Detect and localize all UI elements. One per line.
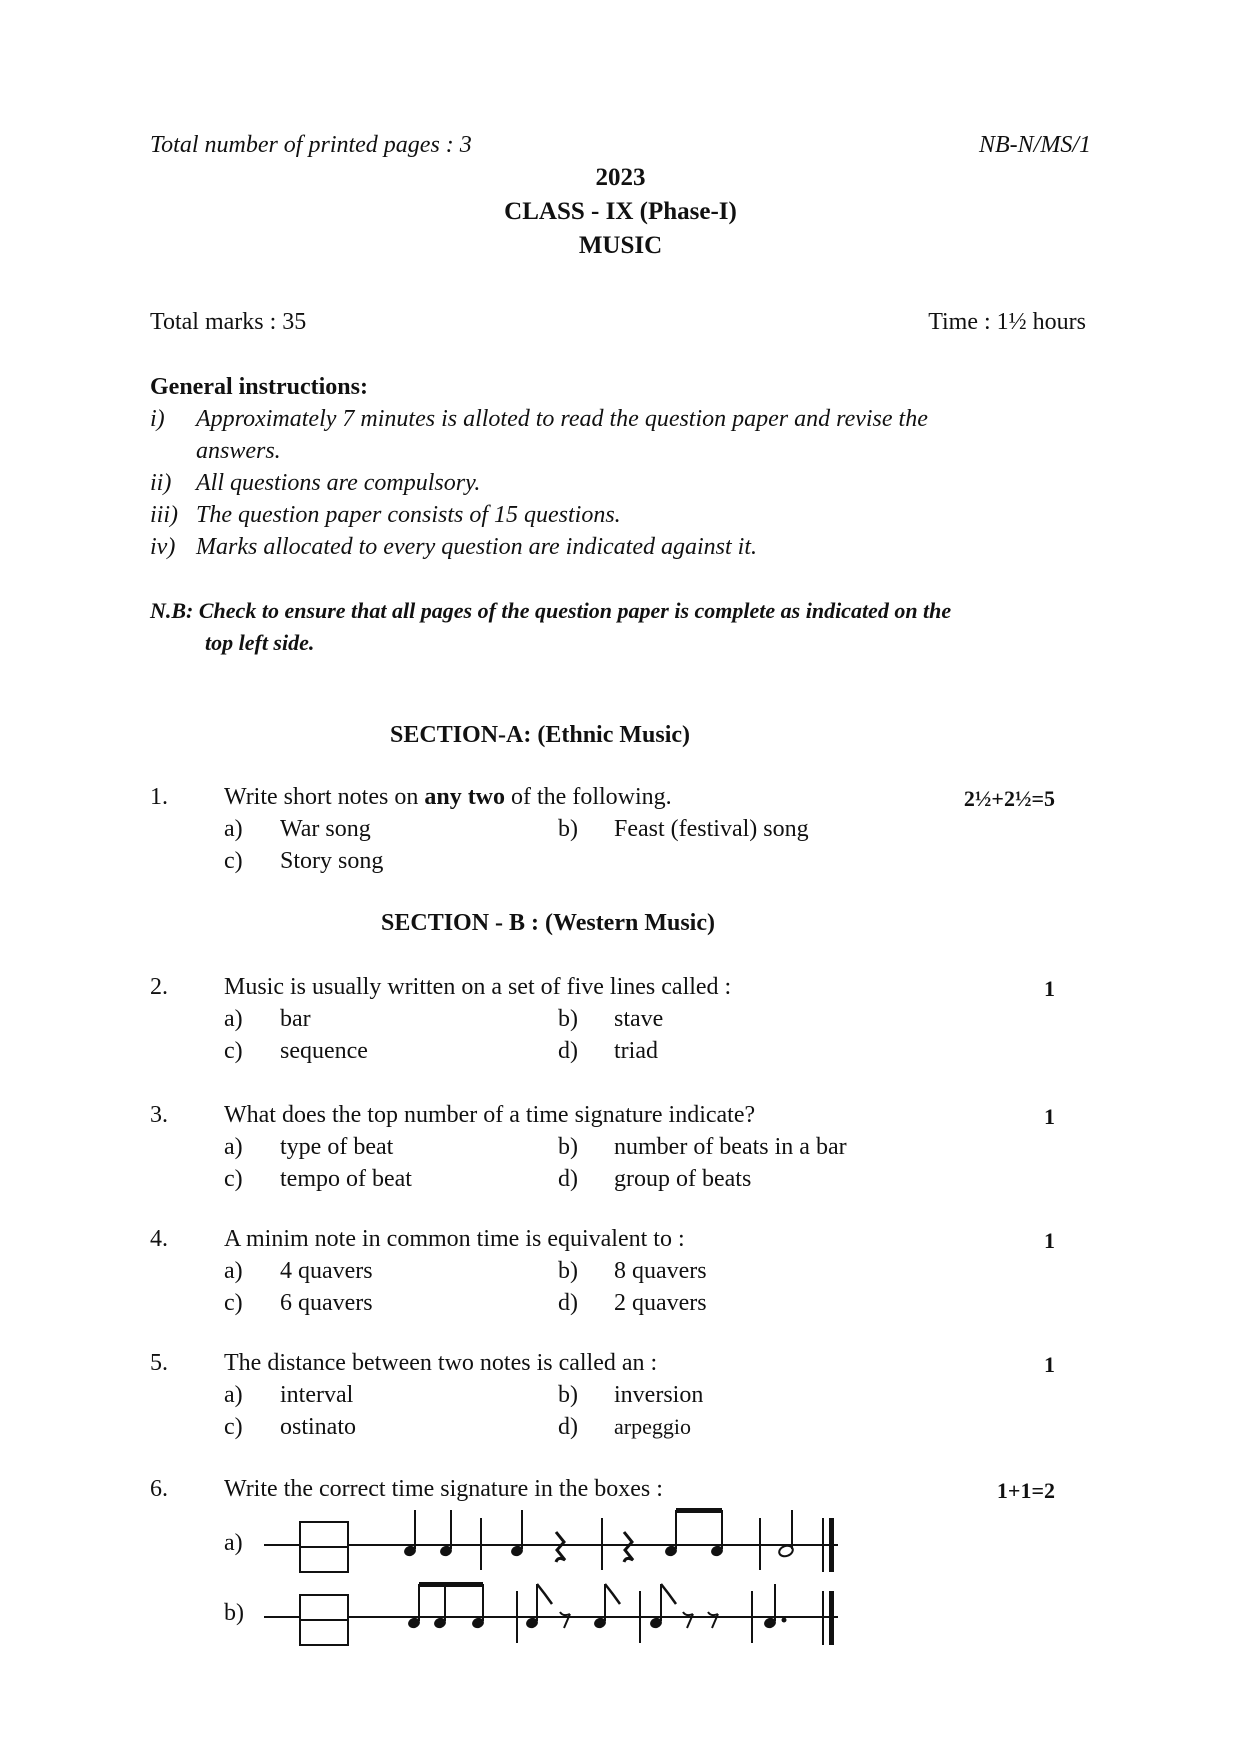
nb-note-line1: N.B: Check to ensure that all pages of the question paper is complete as indicated on the (150, 598, 952, 623)
question-text-bold: any two (424, 784, 506, 810)
exam-time: Time : 1½ hours (928, 309, 1086, 335)
option-label: b) (558, 1134, 578, 1160)
instructions-heading: General instructions: (150, 374, 368, 400)
question-marks: 1 (1044, 976, 1055, 1001)
option-text: 2 quavers (614, 1290, 707, 1316)
question-number: 3. (150, 1102, 168, 1128)
question-number: 5. (150, 1350, 168, 1376)
instruction-num: ii) (150, 470, 172, 496)
option-text: group of beats (614, 1166, 752, 1192)
option-label: d) (558, 1166, 578, 1192)
option-text: number of beats in a bar (614, 1134, 847, 1160)
instruction-text: All questions are compulsory. (196, 470, 481, 496)
option-text: stave (614, 1006, 664, 1032)
question-text: The distance between two notes is called an : (224, 1350, 658, 1376)
section-a-title: SECTION-A: (Ethnic Music) (390, 722, 691, 748)
option-text: ostinato (280, 1414, 356, 1440)
option-text: type of beat (280, 1134, 394, 1160)
question-marks: 2½+2½=5 (963, 786, 1055, 811)
option-label: c) (224, 848, 243, 874)
exam-class: CLASS - IX (Phase-I) (504, 198, 737, 225)
paper-code: NB-N/MS/1 (979, 132, 1091, 158)
option-text: inversion (614, 1382, 704, 1408)
nb-note-line2: top left side. (205, 630, 315, 655)
question-text: Write the correct time signature in the boxes : (224, 1476, 663, 1502)
question-number: 4. (150, 1226, 168, 1252)
option-text: 6 quavers (280, 1290, 373, 1316)
quaver-rest (560, 1612, 570, 1628)
option-text: bar (280, 1006, 311, 1032)
question-text: What does the top number of a time signature indicate? (224, 1102, 756, 1128)
question-text: A minim note in common time is equivalent to : (224, 1226, 685, 1252)
instruction-text: Approximately 7 minutes is alloted to read the question paper and revise the (196, 406, 928, 432)
total-marks: Total marks : 35 (150, 309, 307, 335)
option-label: c) (224, 1038, 243, 1064)
part-label: b) (224, 1600, 244, 1626)
option-text: Feast (festival) song (614, 816, 809, 842)
quaver-rest (708, 1612, 718, 1628)
question-number: 2. (150, 974, 168, 1000)
question-text-pre: Write short notes on (224, 784, 425, 810)
option-label: c) (224, 1166, 243, 1192)
option-text: tempo of beat (280, 1166, 412, 1192)
question-text: Music is usually written on a set of five lines called : (224, 974, 732, 1000)
instruction-text: Marks allocated to every question are indicated against it. (196, 534, 757, 560)
option-text: arpeggio (614, 1414, 691, 1439)
option-label: b) (558, 1382, 578, 1408)
option-text: Story song (280, 848, 384, 874)
instruction-num: iii) (150, 502, 178, 528)
option-label: b) (558, 1258, 578, 1284)
part-label: a) (224, 1530, 243, 1556)
question-marks: 1 (1044, 1352, 1055, 1377)
option-label: d) (558, 1414, 578, 1440)
instruction-num: i) (150, 406, 165, 432)
question-marks: 1 (1044, 1104, 1055, 1129)
option-label: d) (558, 1290, 578, 1316)
option-label: d) (558, 1038, 578, 1064)
quaver-rest (683, 1612, 693, 1628)
question-marks: 1 (1044, 1228, 1055, 1253)
instruction-num: iv) (150, 534, 176, 560)
option-text: 4 quavers (280, 1258, 373, 1284)
question-marks: 1+1=2 (996, 1478, 1055, 1503)
instruction-text: The question paper consists of 15 questions. (196, 502, 621, 528)
option-label: b) (558, 1006, 578, 1032)
exam-year: 2023 (595, 164, 646, 191)
exam-subject: MUSIC (578, 232, 663, 259)
option-label: a) (224, 1134, 243, 1160)
instruction-text-cont: answers. (196, 438, 281, 464)
option-label: a) (224, 1258, 243, 1284)
question-text-post: of the following. (505, 784, 672, 810)
option-text: 8 quavers (614, 1258, 707, 1284)
option-label: a) (224, 1382, 243, 1408)
question-number: 6. (150, 1476, 168, 1502)
section-b-title: SECTION - B : (Western Music) (381, 910, 715, 936)
option-text: triad (614, 1038, 658, 1064)
option-text: War song (280, 816, 371, 842)
option-text: sequence (280, 1038, 368, 1064)
option-label: c) (224, 1290, 243, 1316)
option-label: c) (224, 1414, 243, 1440)
option-label: a) (224, 816, 243, 842)
printed-pages-note: Total number of printed pages : 3 (150, 132, 472, 158)
option-label: a) (224, 1006, 243, 1032)
option-label: b) (558, 816, 578, 842)
option-text: interval (280, 1382, 354, 1408)
question-number: 1. (150, 784, 168, 810)
